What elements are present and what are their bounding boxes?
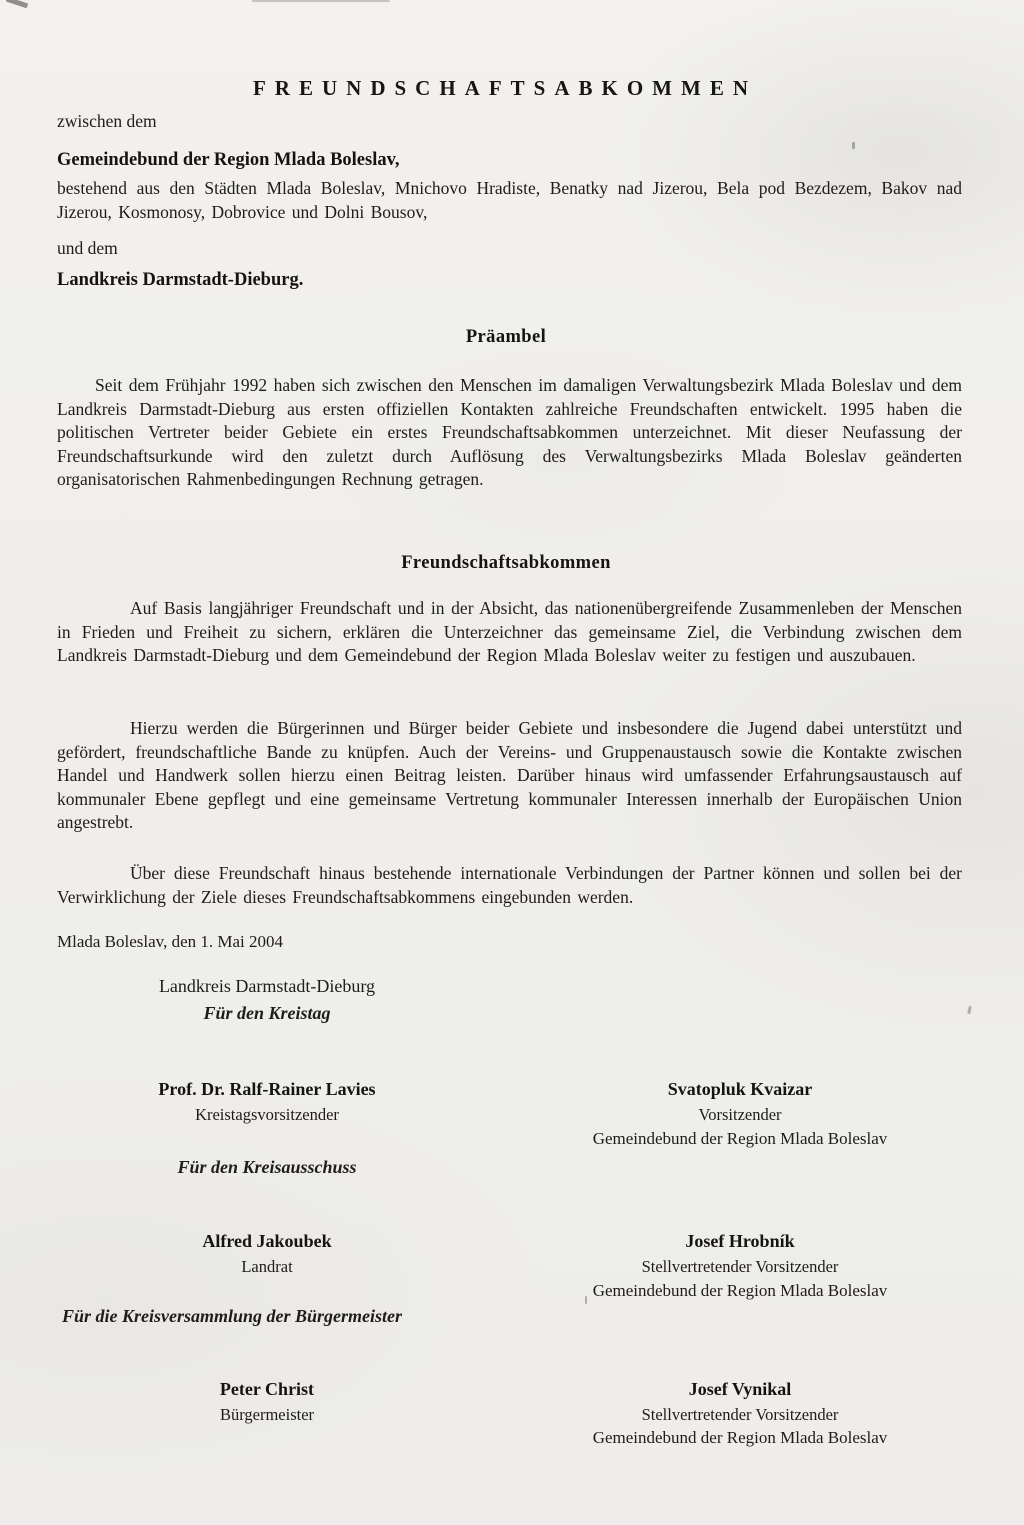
signature-org-line1: Landkreis Darmstadt-Dieburg (158, 976, 376, 996)
signatory-organization: Gemeindebund der Region Mlada Boleslav (592, 1129, 888, 1148)
praeambel-paragraph: Seit dem Frühjahr 1992 haben sich zwischen den Menschen im damaligen Verwaltungsbezirk Mlada Boleslav und dem Landkreis Darmstadt-Dieburg aus ersten offiziellen Kontakten zahlreiche Freundschaften entwickelt. 1995 haben die politischen Vertreter beider Gebiete ein erstes Freundschaftsabkommen unterzeichnet. Mit dieser Neufassung der Freundschaftsurkunde wird den zuletzt durch Auflösung des Verwaltungsbezirks Mlada Boleslav geänderten organisatorischen Rahmenbedingungen Rechnung getragen. (57, 375, 962, 490)
signatory-role: Stellvertretender Vorsitzender (641, 1257, 839, 1276)
and-label: und dem (57, 238, 118, 258)
party2-name: Landkreis Darmstadt-Dieburg. (57, 270, 304, 290)
signatory-name: Josef Vynikal (688, 1379, 792, 1399)
party1-description: bestehend aus den Städten Mlada Boleslav, Mnichovo Hradiste, Benatky nad Jizerou, Bela pod Bezdezem, Bakov nad Jizerou, Kosmonosy, Dobrovice und Dolni Bousov, (57, 178, 962, 222)
signatory-role: Kreistagsvorsitzender (195, 1105, 339, 1124)
signatory-name: Alfred Jakoubek (202, 1231, 332, 1251)
signatory-organization: Gemeindebund der Region Mlada Boleslav (592, 1428, 888, 1447)
abkommen-paragraph-1: Auf Basis langjähriger Freundschaft und in der Absicht, das nationenübergreifende Zusammenleben der Menschen in Frieden und Freiheit zu sichern, erklären die Unterzeichner das gemeinsame Ziel, die Verbindung zwischen dem Landkreis Darmstadt-Dieburg und dem Gemeindebund der Region Mlada Boleslav weiter zu festigen und auszubauen. (57, 598, 962, 666)
signature-section-intro: Für die Kreisversammlung der Bürgermeister (62, 1306, 403, 1326)
dateline: Mlada Boleslav, den 1. Mai 2004 (57, 932, 283, 951)
scan-artifact (252, 0, 390, 2)
signature-org-line2: Für den Kreistag (203, 1003, 331, 1023)
praeambel-heading: Präambel (465, 327, 547, 347)
abkommen-heading: Freundschaftsabkommen (401, 553, 611, 573)
document-title: FREUNDSCHAFTSABKOMMEN (252, 76, 757, 100)
signatory-role: Bürgermeister (219, 1405, 315, 1424)
signatory-name: Prof. Dr. Ralf-Rainer Lavies (158, 1079, 376, 1099)
abkommen-paragraph-2: Hierzu werden die Bürgerinnen und Bürger beider Gebiete und insbesondere die Jugend dabei unterstützt und gefördert, freundschaftliche Bande zu knüpfen. Auch der Vereins- und Gruppenaustausch sowie die Kontakte zwischen Handel und Handwerk sollen hierzu einen Beitrag leisten. Darüber hinaus wird umfassender Erfahrungsaustausch auf kommunaler Ebene gepflegt und eine gemeinsame Vertretung kommunaler Interessen innerhalb der Europäischen Union angestrebt. (57, 718, 962, 833)
signatory-role: Vorsitzender (698, 1105, 782, 1124)
signatory-name: Josef Hrobník (685, 1231, 795, 1251)
scan-artifact (6, 0, 28, 8)
scan-artifact (852, 142, 855, 149)
between-label: zwischen dem (57, 111, 157, 131)
signatory-role: Stellvertretender Vorsitzender (641, 1405, 839, 1424)
signature-section-intro: Für den Kreisausschuss (177, 1157, 357, 1177)
signatory-name: Peter Christ (219, 1379, 315, 1399)
signatory-name: Svatopluk Kvaizar (667, 1079, 813, 1099)
signatory-organization: Gemeindebund der Region Mlada Boleslav (592, 1281, 888, 1300)
party1-name: Gemeindebund der Region Mlada Boleslav, (57, 150, 400, 170)
signatory-role: Landrat (241, 1257, 293, 1276)
scan-artifact (967, 1006, 972, 1014)
abkommen-paragraph-3: Über diese Freundschaft hinaus bestehende internationale Verbindungen der Partner können und sollen bei der Verwirklichung der Ziele dieses Freundschaftsabkommens eingebunden werden. (57, 863, 962, 907)
